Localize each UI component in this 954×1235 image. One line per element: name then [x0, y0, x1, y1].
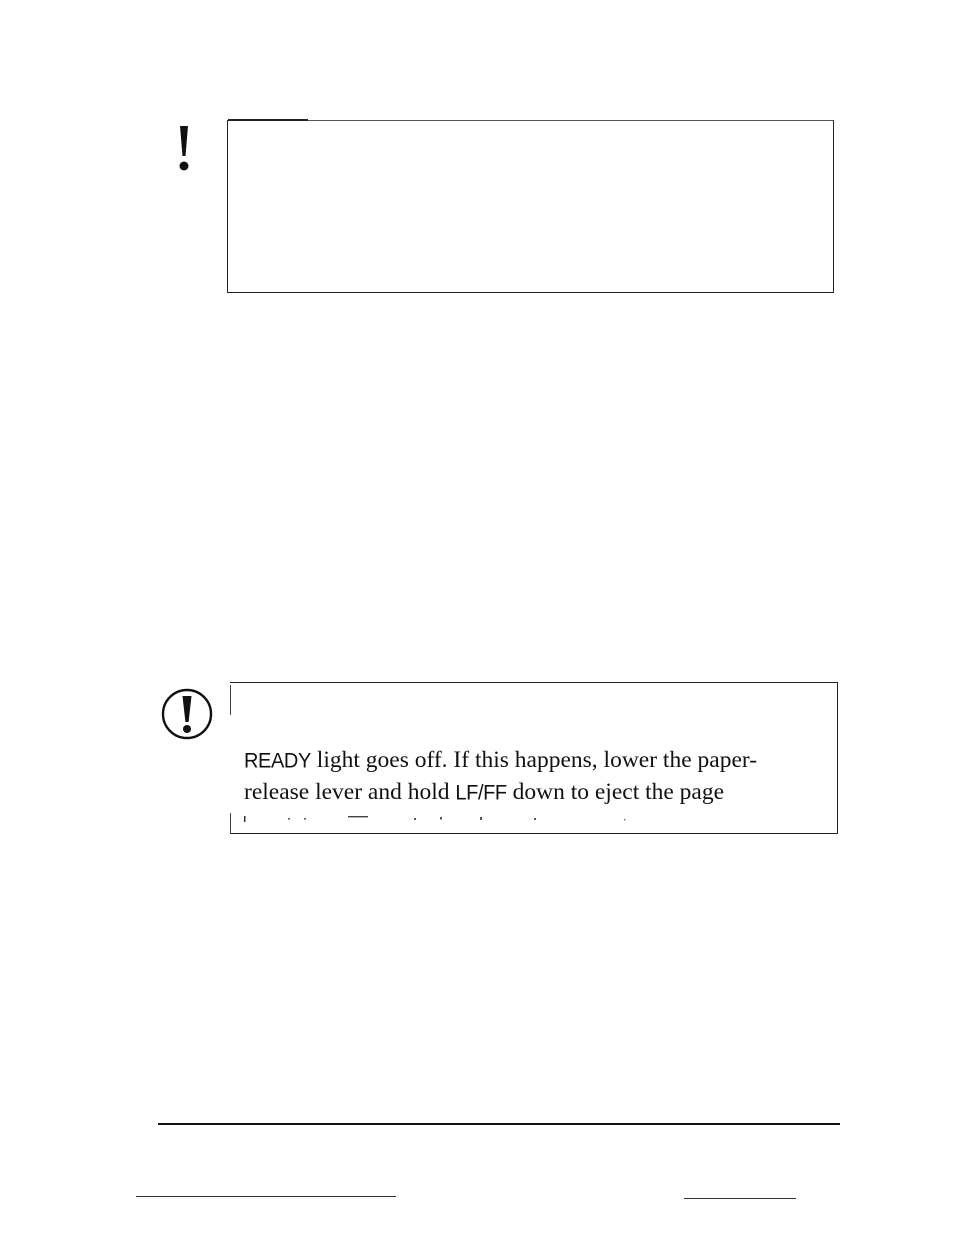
bottom-rule-left — [136, 1196, 396, 1197]
caution-line-1 — [244, 745, 824, 777]
caution-box-edge-lower — [230, 813, 231, 833]
warning-box — [227, 120, 834, 293]
caution-line-1-text: light goes off. If this happens, lower the paper- — [310, 747, 758, 773]
caution-box — [230, 682, 838, 834]
caution-text — [244, 745, 824, 809]
caution-line-2 — [244, 777, 824, 809]
clipped-text-fragments — [244, 815, 644, 823]
caution-line-2-text-b: down to eject the page — [506, 779, 725, 805]
ready-key-label: READY — [244, 749, 311, 773]
caution-box-edge — [230, 685, 231, 715]
warning-box-tab — [228, 119, 308, 121]
caution-line-2-text-a: release lever and hold — [244, 779, 456, 805]
exclamation-icon — [172, 124, 196, 172]
circled-exclamation-icon — [160, 686, 216, 742]
lfff-key-label: LF/FF — [455, 781, 507, 805]
bottom-rule-right — [684, 1198, 796, 1199]
footer-rule — [158, 1123, 840, 1125]
